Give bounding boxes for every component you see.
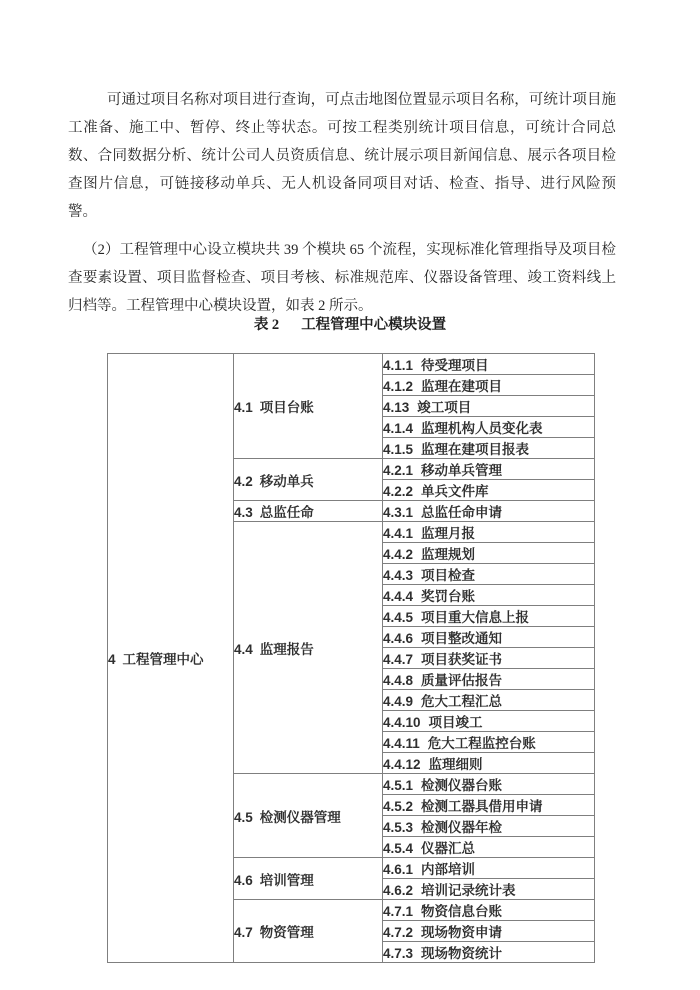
item-number: 4.4.12: [383, 757, 421, 772]
item-name: 监理在建项目报表: [421, 442, 530, 457]
group-name: 总监任命: [259, 505, 314, 520]
paragraph-project-query: 可通过项目名称对项目进行查询，可点击地图位置显示项目名称，可统计项目施工准备、施工中、暂停、终止等状态。可按工程类别统计项目信息，可统计合同总数、合同数据分析、统计公司人员资质信息、统计展示项目新闻信息、展示各项目检查图片信息，可链接移动单兵、无人机设备同项目对话、检查、指导、进行风险预警。: [68, 92, 616, 220]
group-cell: [234, 459, 383, 501]
item-cell: [383, 921, 595, 942]
item-name: 竣工项目: [417, 400, 472, 415]
item-cell: [383, 669, 595, 690]
item-name: 检测仪器年检: [421, 820, 503, 835]
item-name: 移动单兵管理: [421, 463, 503, 478]
item-number: 4.7.3: [383, 946, 414, 961]
group-cell: [234, 354, 383, 459]
group-number: 4.6: [234, 872, 253, 888]
group-number: 4.3: [234, 505, 253, 520]
item-name: 总监任命申请: [421, 505, 503, 520]
item-number: 4.1.5: [383, 442, 414, 457]
group-number: 4.5: [234, 809, 253, 825]
item-number: 4.3.1: [383, 505, 414, 520]
item-name: 奖罚台账: [421, 589, 476, 604]
item-number: 4.1.1: [383, 358, 414, 373]
item-name: 待受理项目: [421, 358, 489, 373]
item-cell: [383, 501, 595, 522]
item-number: 4.4.9: [383, 694, 414, 709]
item-name: 仪器汇总: [421, 841, 476, 856]
group-number: 4.1: [234, 400, 253, 415]
item-name: 项目重大信息上报: [421, 610, 530, 625]
group-name: 培训管理: [259, 872, 314, 888]
item-name: 项目竣工: [428, 715, 483, 730]
item-number: 4.2.1: [383, 463, 414, 478]
item-name: 监理月报: [421, 526, 476, 541]
item-number: 4.5.3: [383, 820, 414, 835]
item-name: 监理机构人员变化表: [421, 421, 543, 436]
item-name: 单兵文件库: [421, 484, 489, 499]
group-name: 物资管理: [259, 925, 314, 940]
group-cell: [234, 900, 383, 963]
item-number: 4.7.2: [383, 925, 414, 940]
item-cell: [383, 732, 595, 753]
item-number: 4.1.4: [383, 421, 414, 436]
item-cell: [383, 879, 595, 900]
item-cell: [383, 795, 595, 816]
table-caption: [0, 311, 700, 339]
item-cell: [383, 837, 595, 858]
module-table: [107, 353, 595, 963]
item-number: 4.4.1: [383, 526, 414, 541]
group-number: 4.2: [234, 473, 253, 489]
item-name: 危大工程汇总: [421, 694, 503, 709]
item-name: 培训记录统计表: [421, 883, 516, 898]
item-number: 4.4.11: [383, 736, 420, 751]
item-number: 4.4.4: [383, 589, 414, 604]
item-number: 4.1.2: [383, 379, 414, 394]
item-name: 检测仪器台账: [421, 778, 503, 793]
item-cell: [383, 627, 595, 648]
item-cell: [383, 459, 595, 480]
item-cell: [383, 480, 595, 501]
paragraph-module-overview: （2）工程管理中心设立模块共 39 个模块 65 个流程，实现标准化管理指导及项目检查要素设置、项目监督检查、项目考核、标准规范库、仪器设备管理、竣工资料线上归档等。工程管理中心模块设置，如表 2 所示。: [68, 242, 616, 314]
item-cell: [383, 711, 595, 732]
group-cell: [234, 774, 383, 858]
group-cell: [234, 501, 383, 522]
item-number: 4.4.2: [383, 547, 414, 562]
item-name: 内部培训: [421, 862, 476, 877]
item-name: 质量评估报告: [421, 673, 503, 688]
item-cell: [383, 753, 595, 774]
item-name: 检测工器具借用申请: [421, 799, 543, 814]
item-name: 危大工程监控台账: [427, 736, 536, 751]
item-number: 4.5.2: [383, 799, 414, 814]
table-caption-title: 工程管理中心模块设置: [301, 317, 447, 333]
item-name: 现场物资统计: [421, 946, 503, 961]
item-cell: [383, 900, 595, 921]
item-number: 4.5.1: [383, 778, 414, 793]
group-name: 监理报告: [259, 641, 314, 657]
item-number: 4.4.6: [383, 631, 414, 646]
item-name: 监理细则: [428, 757, 483, 772]
body-text: [68, 86, 616, 320]
group-name: 移动单兵: [259, 473, 314, 489]
item-name: 监理规划: [421, 547, 476, 562]
item-cell: [383, 690, 595, 711]
item-cell: [383, 648, 595, 669]
item-number: 4.4.7: [383, 652, 414, 667]
item-number: 4.13: [383, 400, 410, 415]
item-number: 4.4.10: [383, 715, 421, 730]
item-number: 4.4.5: [383, 610, 414, 625]
group-cell: [234, 522, 383, 774]
item-number: 4.4.3: [383, 568, 414, 583]
item-cell: [383, 564, 595, 585]
group-cell: [234, 858, 383, 900]
item-number: 4.6.2: [383, 883, 414, 898]
item-number: 4.4.8: [383, 673, 414, 688]
item-cell: [383, 522, 595, 543]
item-cell: [383, 942, 595, 963]
group-number: 4.4: [234, 641, 253, 657]
item-cell: [383, 375, 595, 396]
item-cell: [383, 396, 595, 417]
item-name: 项目获奖证书: [421, 652, 503, 667]
item-name: 监理在建项目: [421, 379, 503, 394]
item-cell: [383, 816, 595, 837]
item-number: 4.6.1: [383, 862, 414, 877]
item-cell: [383, 543, 595, 564]
group-number: 4.7: [234, 925, 253, 940]
item-number: 4.5.4: [383, 841, 414, 856]
item-number: 4.7.1: [383, 904, 414, 919]
item-name: 现场物资申请: [421, 925, 503, 940]
item-cell: [383, 438, 595, 459]
item-cell: [383, 417, 595, 438]
item-cell: [383, 606, 595, 627]
item-name: 项目整改通知: [421, 631, 503, 646]
item-number: 4.2.2: [383, 484, 414, 499]
table-caption-label: 表 2: [253, 317, 280, 333]
item-name: 项目检查: [421, 568, 476, 583]
level1-name: 工程管理中心: [122, 652, 204, 667]
level1-cell: [108, 354, 234, 963]
item-name: 物资信息台账: [421, 904, 503, 919]
group-name: 检测仪器管理: [259, 809, 341, 825]
table-row: [108, 354, 595, 375]
group-name: 项目台账: [259, 400, 314, 415]
level1-number: 4: [108, 652, 116, 667]
item-cell: [383, 585, 595, 606]
item-cell: [383, 858, 595, 879]
item-cell: [383, 354, 595, 375]
item-cell: [383, 774, 595, 795]
